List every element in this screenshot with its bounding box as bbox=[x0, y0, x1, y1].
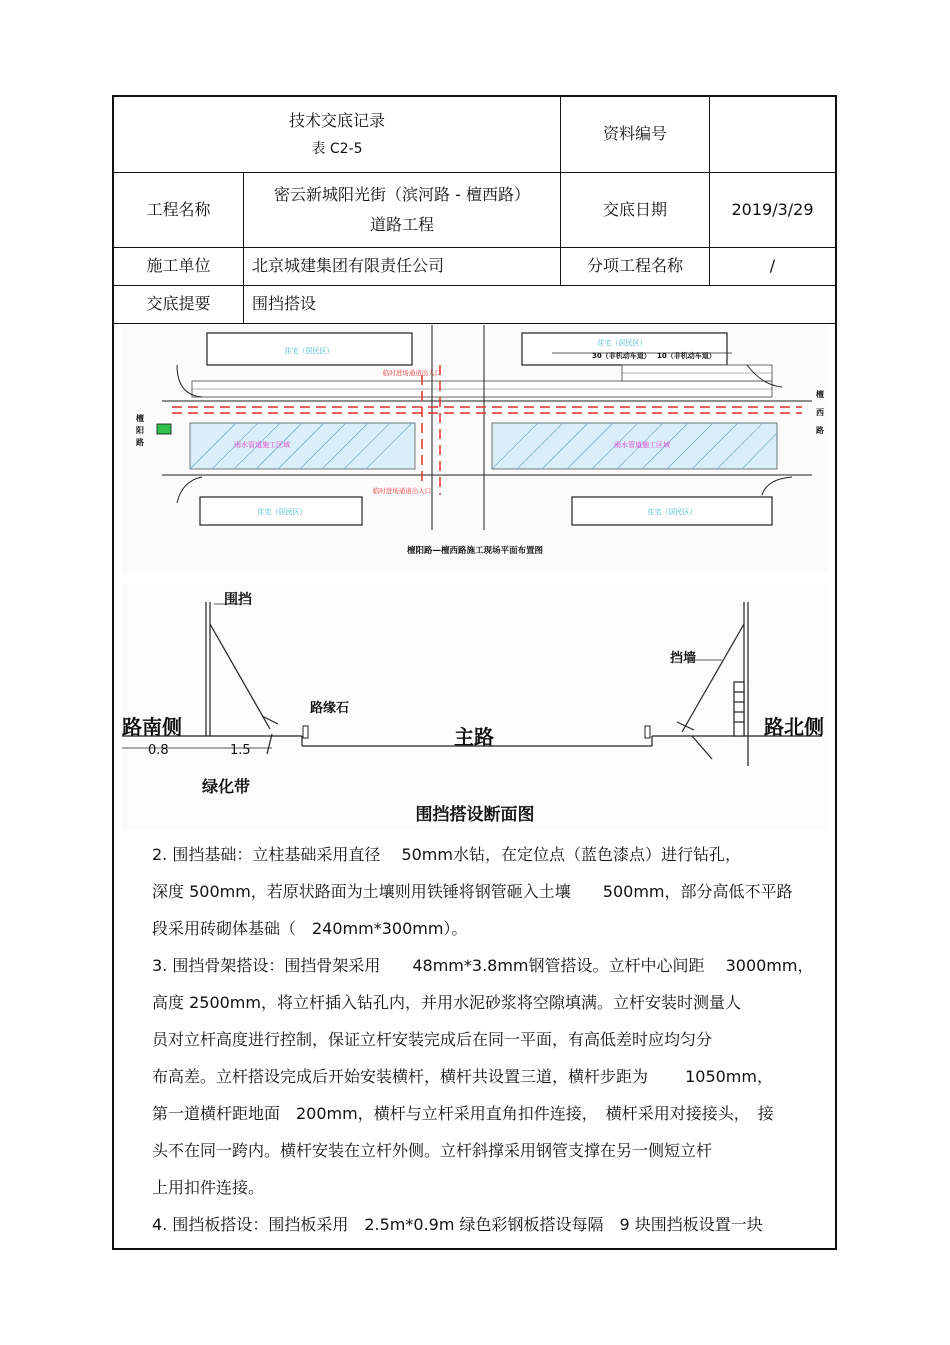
main-road-label: 主路 bbox=[454, 725, 494, 749]
body-line: 段采用砖砌体基础（ 240mm*300mm）。 bbox=[152, 919, 468, 938]
side-road-label: 路 bbox=[136, 438, 144, 447]
body-line: 上用扣件连接。 bbox=[152, 1178, 265, 1197]
project-name-value bbox=[244, 173, 560, 247]
site-plan-drawing bbox=[122, 325, 828, 573]
side-road-label: 西 bbox=[816, 408, 824, 417]
body-line: 高度 2500mm，将立杆插入钻孔内，并用水泥砂浆将空隙填满。立杆安装时测量人 bbox=[152, 993, 741, 1012]
north-side-label: 路北侧 bbox=[764, 715, 824, 739]
summary-label: 交底提要 bbox=[146, 294, 211, 314]
row-divider bbox=[112, 323, 837, 324]
project-name-line: 密云新城阳光街（滨河路 - 檀西路） bbox=[274, 184, 530, 204]
entry-label: 临时进场通道出入口 bbox=[382, 369, 442, 377]
body-line: 2. 围挡基础：立柱基础采用直径 50mm水钻，在定位点（蓝色漆点）进行钻孔， bbox=[152, 845, 741, 864]
block-label: 住宅（居民区） bbox=[257, 508, 307, 516]
residential-block bbox=[522, 333, 727, 365]
dimension-label: 10（非机动车道） bbox=[657, 352, 716, 360]
fence-label: 围挡 bbox=[224, 592, 252, 608]
body-line: 第一道横杆距地面 200mm，横杆与立杆采用直角扣件连接， 横杆采用对接接头， 接 bbox=[152, 1104, 774, 1123]
dimension-label: 1.5 bbox=[230, 743, 251, 758]
gate-marker bbox=[157, 424, 171, 434]
block-label: 住宅（居民区） bbox=[597, 339, 647, 347]
title-cell bbox=[114, 97, 560, 172]
body-line: 3. 围挡骨架搭设：围挡骨架采用 48mm*3.8mm钢管搭设。立杆中心间距 3000mm， bbox=[152, 956, 814, 975]
body-line: 深度 500mm，若原状路面为土壤则用铁锤将钢管砸入土壤 500mm，部分高低不平路 bbox=[152, 882, 793, 901]
block-label: 住宅（居民区） bbox=[284, 347, 334, 355]
wall-label: 挡墙 bbox=[670, 651, 697, 666]
south-side-label: 路南侧 bbox=[122, 715, 182, 739]
body-line: 4. 围挡板搭设：围挡板采用 2.5m*0.9m 绿色彩钢板搭设每隔 9 块围挡板设置一块 bbox=[152, 1215, 763, 1234]
side-road-label: 檀 bbox=[136, 414, 144, 423]
construction-zone-left bbox=[190, 423, 415, 469]
section-caption: 围挡搭设断面图 bbox=[415, 805, 535, 825]
date-value: 2019/3/29 bbox=[731, 199, 814, 219]
subproject-label: 分项工程名称 bbox=[586, 256, 683, 276]
body-line: 员对立杆高度进行控制，保证立杆安装完成后在同一平面，有高低差时应均匀分 bbox=[152, 1030, 713, 1049]
contractor-value: 北京城建集团有限责任公司 bbox=[252, 256, 445, 276]
curb-label: 路缘石 bbox=[310, 701, 350, 716]
curb bbox=[303, 726, 308, 738]
subproject-value: / bbox=[769, 256, 776, 276]
doc-no-label: 资料编号 bbox=[602, 124, 667, 144]
greenbelt-label: 绿化带 bbox=[202, 777, 251, 796]
dimension-label: 0.8 bbox=[148, 743, 169, 758]
date-label: 交底日期 bbox=[602, 199, 667, 219]
entry-label: 临时进场通道出入口 bbox=[372, 487, 432, 495]
doc-no-value bbox=[710, 97, 835, 172]
section-drawing bbox=[122, 584, 828, 830]
side-road-label: 阳 bbox=[136, 426, 144, 435]
side-road-label: 檀 bbox=[816, 390, 824, 399]
zone-label: 雨水管道施工区域 bbox=[234, 441, 290, 449]
plan-caption: 檀阳路—檀西路施工现场平面布置图 bbox=[406, 546, 544, 556]
dimension-label: 30（非机动车道） bbox=[592, 352, 651, 360]
project-name-line: 道路工程 bbox=[369, 215, 434, 234]
body-line: 布高差。立杆搭设完成后开始安装横杆，横杆共设置三道，横杆步距为 1050mm， bbox=[152, 1067, 773, 1086]
zone-label: 雨水管道施工区域 bbox=[614, 441, 670, 449]
summary-value: 围挡搭设 bbox=[252, 294, 317, 314]
form-title: 技术交底记录 bbox=[288, 110, 385, 130]
construction-zone-right bbox=[492, 423, 777, 469]
body-text bbox=[152, 836, 832, 1243]
form-number: 表 C2-5 bbox=[311, 140, 363, 157]
block-label: 住宅（居民区） bbox=[647, 508, 697, 516]
side-road-label: 路 bbox=[816, 426, 824, 435]
body-line: 头不在同一跨内。横杆安装在立杆外侧。立杆斜撑采用钢管支撑在另一侧短立杆 bbox=[152, 1141, 713, 1160]
curb bbox=[645, 726, 650, 738]
contractor-label: 施工单位 bbox=[146, 256, 211, 276]
project-name-label: 工程名称 bbox=[146, 199, 211, 219]
